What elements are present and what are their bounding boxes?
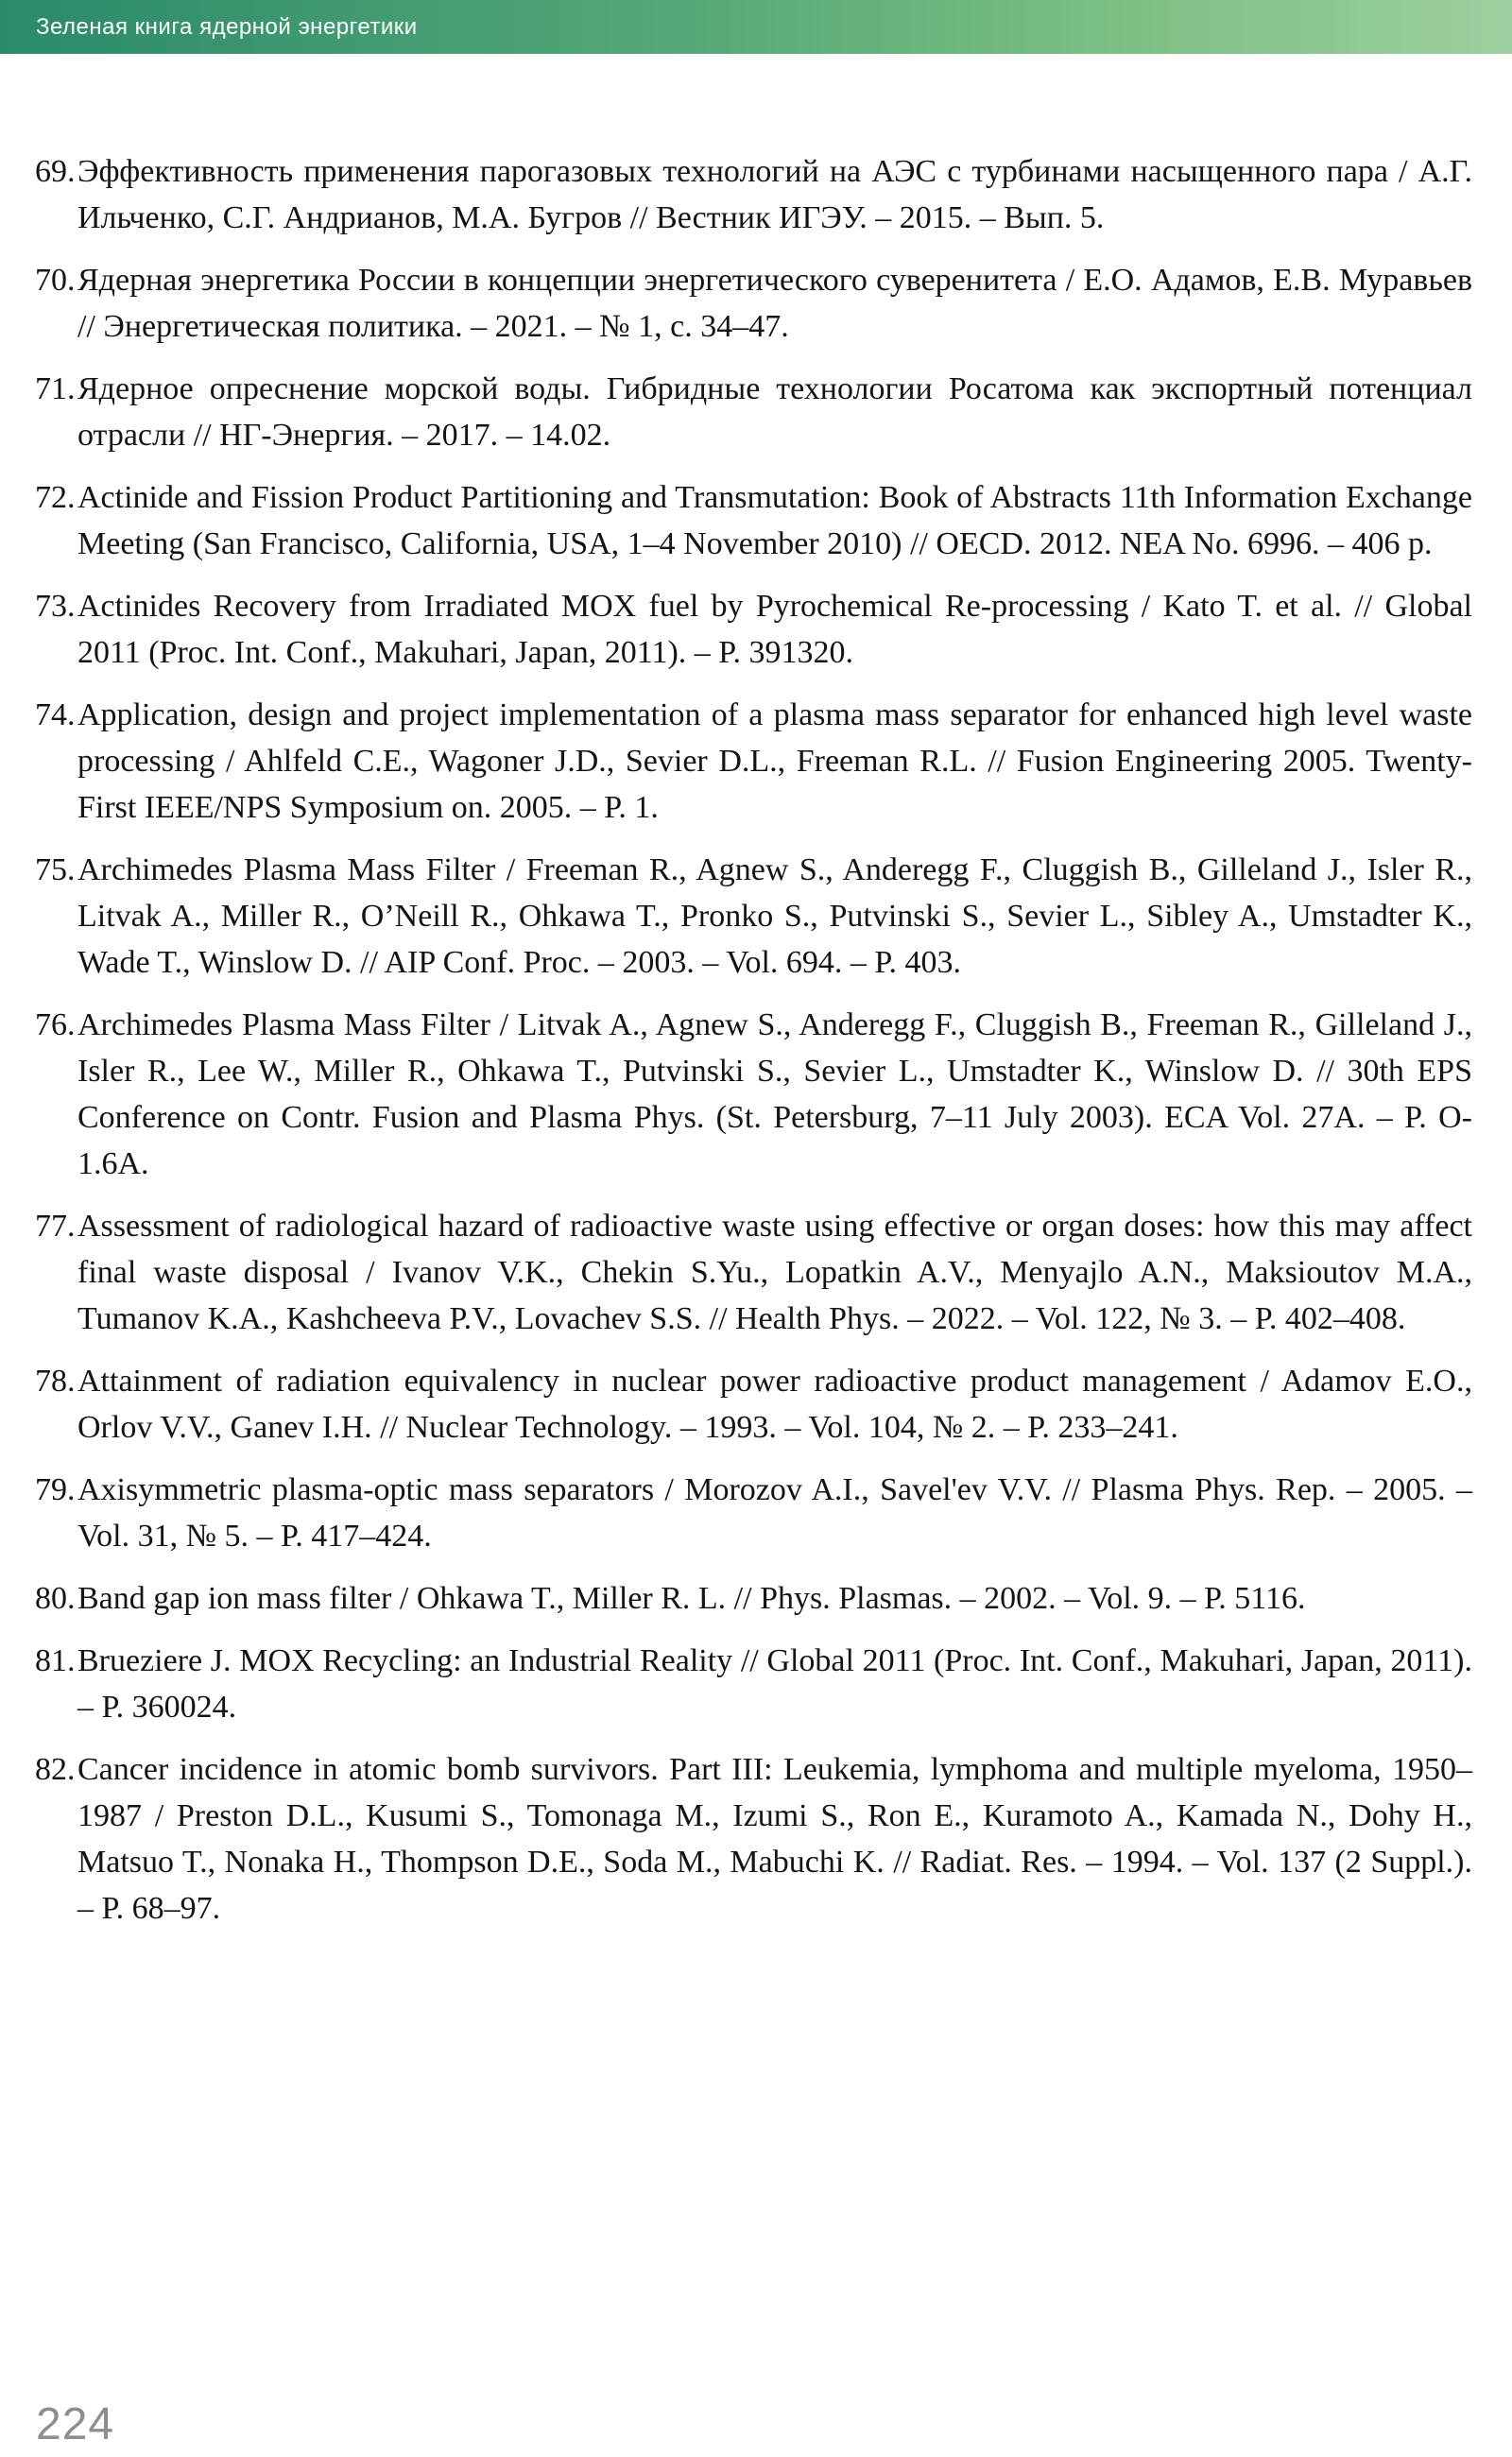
- reference-item: [35, 257, 1472, 350]
- reference-item: [35, 474, 1472, 567]
- running-head-title: Зеленая книга ядерной энергетики: [36, 13, 418, 40]
- reference-item: [35, 692, 1472, 831]
- reference-item: [35, 847, 1472, 986]
- reference-number: 78.: [35, 1364, 76, 1399]
- reference-text: Assessment of radiological hazard of radioactive waste using effective or organ doses: how this may affect final waste disposal / Ivanov V.K., Chekin S.Yu., Lopatkin A.V., Menyajlo A.N., Maksioutov M.A., Tumanov K.A., Kashcheeva P.V., Lovachev S.S. // Health Phys. – 2022. – Vol. 122, № 3. – P. 402–408.: [77, 1209, 1472, 1336]
- reference-number: 71.: [35, 371, 76, 406]
- reference-number: 74.: [35, 697, 76, 732]
- page-number: 224: [36, 2399, 115, 2449]
- reference-number: 69.: [35, 154, 76, 189]
- reference-item: [35, 148, 1472, 241]
- reference-text: Archimedes Plasma Mass Filter / Litvak A., Agnew S., Anderegg F., Cluggish B., Freeman R., Gilleland J., Isler R., Lee W., Miller R., Ohkawa T., Putvinski S., Sevier L., Umstadter K., Winslow D. // 30th EPS Conference on Contr. Fusion and Plasma Phys. (St. Petersburg, 7–11 July 2003). ECA Vol. 27A. – P. O-1.6A.: [77, 1007, 1472, 1181]
- reference-text: Archimedes Plasma Mass Filter / Freeman R., Agnew S., Anderegg F., Cluggish B., Gilleland J., Isler R., Litvak A., Miller R., O’Neill R., Ohkawa T., Pronko S., Putvinski S., Sevier L., Sibley A., Umstadter K., Wade T., Winslow D. // AIP Conf. Proc. – 2003. – Vol. 694. – P. 403.: [77, 852, 1472, 980]
- reference-item: [35, 1467, 1472, 1559]
- reference-item: [35, 1203, 1472, 1342]
- page-header: [0, 0, 1512, 54]
- reference-item: [35, 1575, 1472, 1622]
- reference-number: 77.: [35, 1209, 76, 1244]
- reference-number: 81.: [35, 1643, 76, 1678]
- reference-number: 76.: [35, 1007, 76, 1042]
- reference-number: 80.: [35, 1581, 76, 1616]
- reference-number: 82.: [35, 1752, 76, 1787]
- reference-item: [35, 1746, 1472, 1932]
- reference-text: Ядерная энергетика России в концепции энергетического суверенитета / Е.О. Адамов, Е.В. Муравьев // Энергетическая политика. – 2021. – № 1, с. 34–47.: [77, 263, 1472, 344]
- reference-text: Cancer incidence in atomic bomb survivors. Part III: Leukemia, lymphoma and multiple myeloma, 1950–1987 / Preston D.L., Kusumi S., Tomonaga M., Izumi S., Ron E., Kuramoto A., Kamada N., Dohy H., Matsuo T., Nonaka H., Thompson D.E., Soda M., Mabuchi K. // Radiat. Res. – 1994. – Vol. 137 (2 Suppl.). – P. 68–97.: [77, 1752, 1472, 1926]
- reference-text: Ядерное опреснение морской воды. Гибридные технологии Росатома как экспортный потенциал отрасли // НГ-Энергия. – 2017. – 14.02.: [77, 371, 1472, 453]
- reference-number: 70.: [35, 263, 76, 298]
- reference-number: 79.: [35, 1472, 76, 1507]
- reference-list: [0, 54, 1512, 1932]
- reference-text: Attainment of radiation equivalency in nuclear power radioactive product management / Adamov E.O., Orlov V.V., Ganev I.H. // Nuclear Technology. – 1993. – Vol. 104, № 2. – P. 233–241.: [77, 1364, 1472, 1445]
- reference-item: [35, 1002, 1472, 1187]
- reference-item: [35, 1638, 1472, 1730]
- reference-text: Axisymmetric plasma-optic mass separators / Morozov A.I., Savel'ev V.V. // Plasma Phys. Rep. – 2005. – Vol. 31, № 5. – P. 417–424.: [77, 1472, 1472, 1554]
- reference-text: Actinide and Fission Product Partitioning and Transmutation: Book of Abstracts 11th Information Exchange Meeting (San Francisco, California, USA, 1–4 November 2010) // OECD. 2012. NEA No. 6996. – 406 p.: [77, 480, 1472, 561]
- reference-number: 73.: [35, 589, 76, 624]
- reference-text: Band gap ion mass filter / Ohkawa T., Miller R. L. // Phys. Plasmas. – 2002. – Vol. 9. – P. 5116.: [77, 1581, 1306, 1616]
- reference-number: 75.: [35, 852, 76, 887]
- reference-item: [35, 366, 1472, 458]
- reference-text: Эффективность применения парогазовых технологий на АЭС с турбинами насыщенного пара / А.Г. Ильченко, С.Г. Андрианов, М.А. Бугров // Вестник ИГЭУ. – 2015. – Вып. 5.: [77, 154, 1472, 235]
- reference-item: [35, 583, 1472, 676]
- reference-item: [35, 1358, 1472, 1451]
- reference-number: 72.: [35, 480, 76, 515]
- reference-text: Application, design and project implementation of a plasma mass separator for enhanced high level waste processing / Ahlfeld C.E., Wagoner J.D., Sevier D.L., Freeman R.L. // Fusion Engineering 2005. Twenty-First IEEE/NPS Symposium on. 2005. – P. 1.: [77, 697, 1472, 825]
- reference-text: Actinides Recovery from Irradiated MOX fuel by Pyrochemical Re-processing / Kato T. et al. // Global 2011 (Proc. Int. Conf., Makuhari, Japan, 2011). – P. 391320.: [77, 589, 1472, 670]
- reference-text: Brueziere J. MOX Recycling: an Industrial Reality // Global 2011 (Proc. Int. Conf., Makuhari, Japan, 2011). – P. 360024.: [77, 1643, 1472, 1725]
